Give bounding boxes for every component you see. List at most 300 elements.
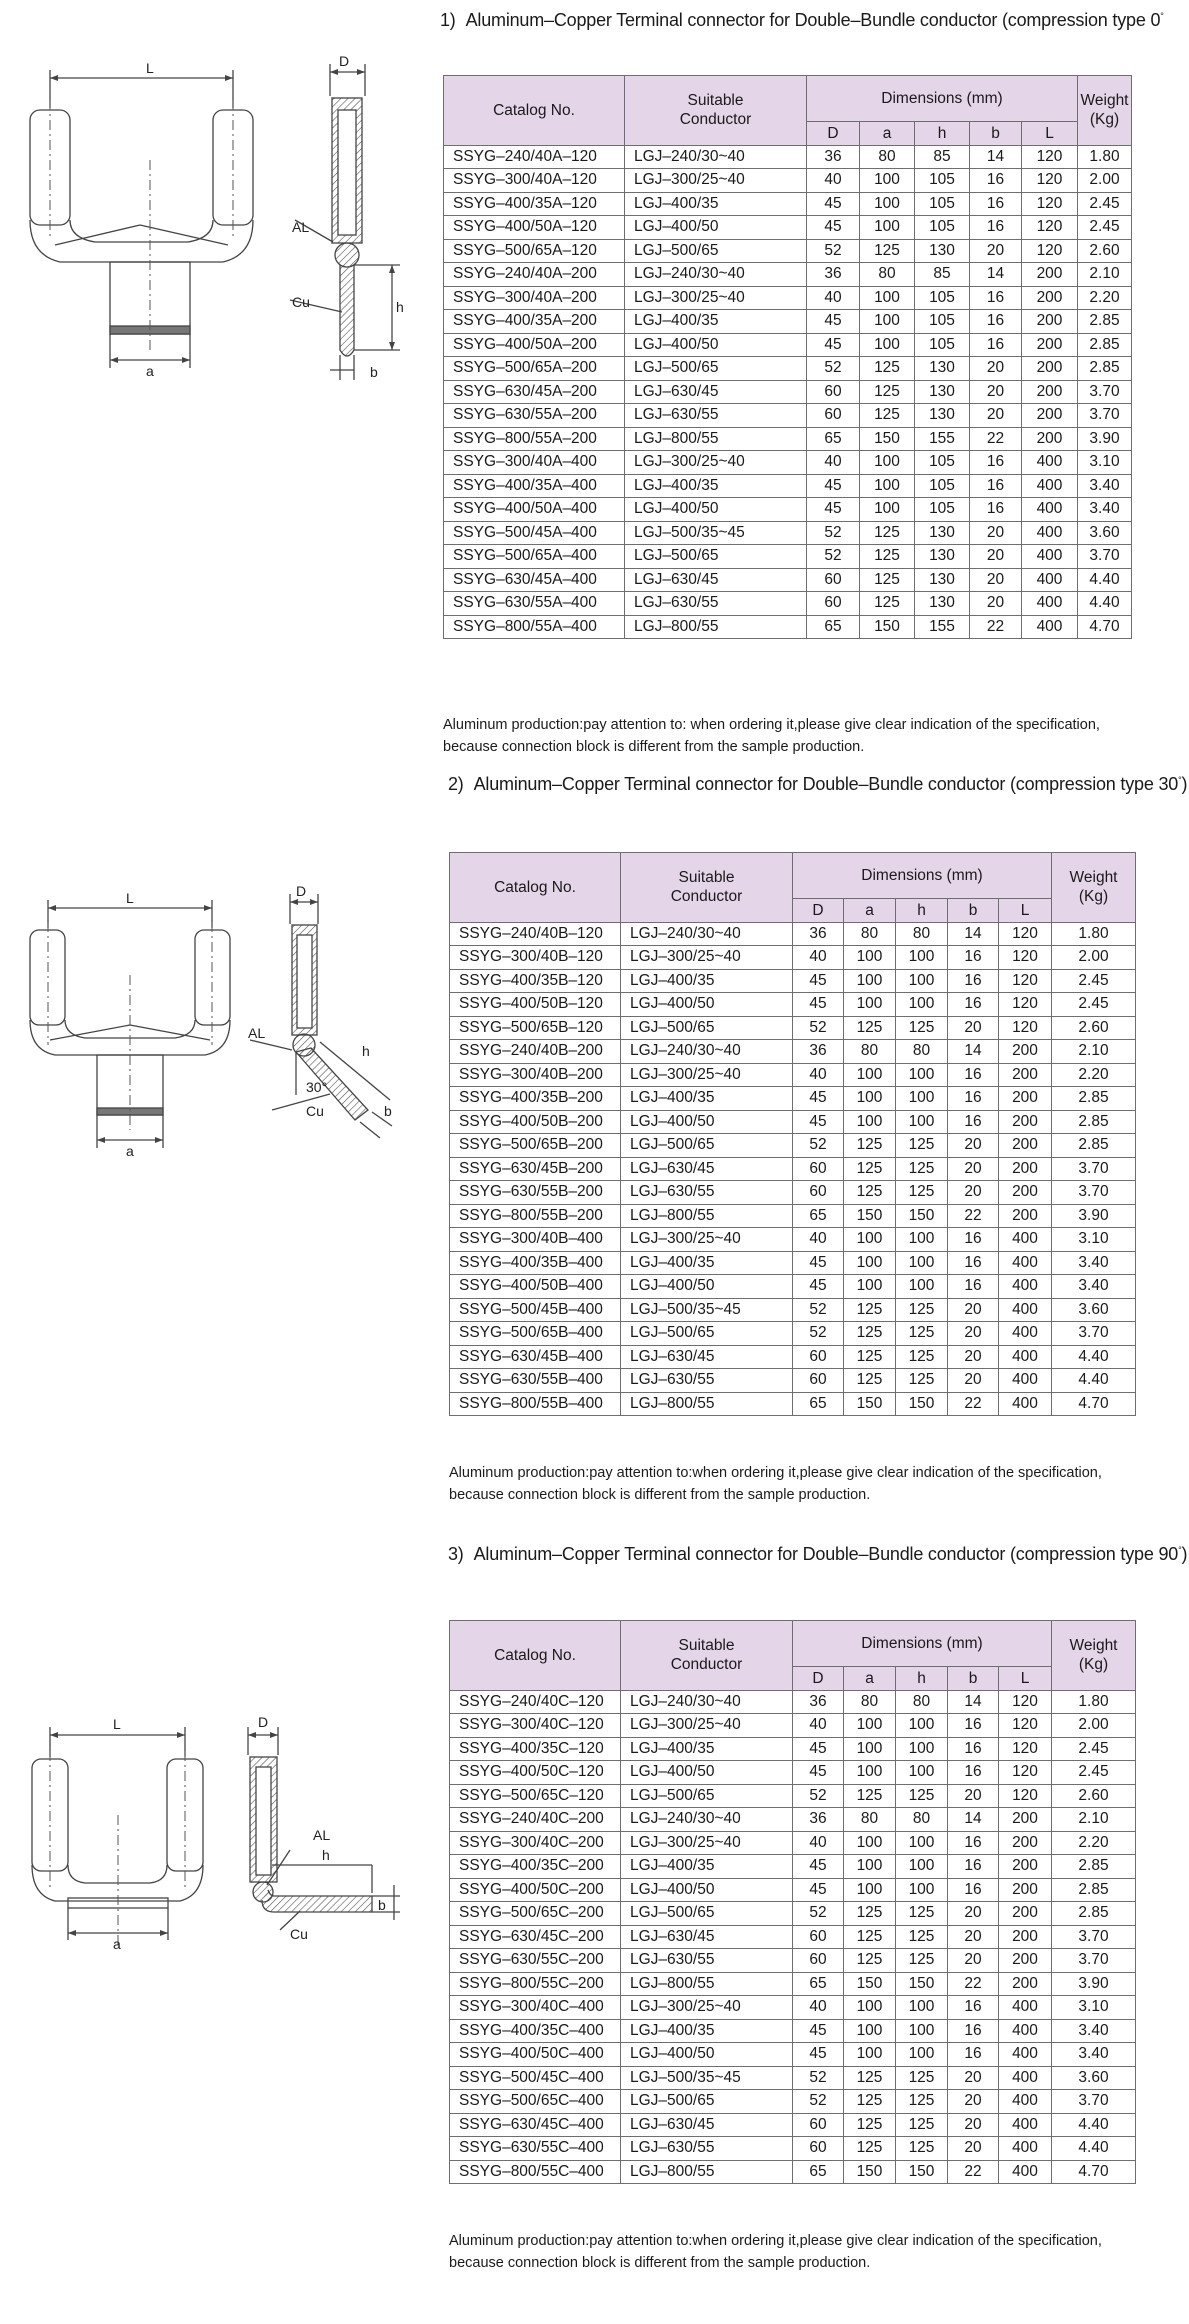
- conductor-cell: LGJ–500/65: [625, 239, 807, 263]
- dim-h-cell: 100: [896, 1996, 948, 2020]
- catalog-cell: SSYG–630/55C–400: [450, 2137, 621, 2161]
- dim-L-cell: 200: [1022, 427, 1078, 451]
- conductor-cell: LGJ–500/35~45: [621, 2066, 793, 2090]
- dim-L-cell: 120: [999, 922, 1052, 946]
- catalog-cell: SSYG–500/45B–400: [450, 1298, 621, 1322]
- dim-h-cell: 125: [896, 1949, 948, 1973]
- table-row: [450, 1228, 1136, 1252]
- dim-a-cell: 125: [844, 2066, 896, 2090]
- dim-b-cell: 16: [948, 2043, 999, 2067]
- dim-D-cell: 60: [793, 1949, 844, 1973]
- conductor-cell: LGJ–500/65: [621, 1902, 793, 1926]
- conductor-cell: LGJ–400/50: [621, 1275, 793, 1299]
- catalog-cell: SSYG–630/45C–200: [450, 1925, 621, 1949]
- dim-a-cell: 125: [860, 592, 915, 616]
- weight-cell: 3.70: [1052, 1949, 1136, 1973]
- conductor-cell: LGJ–630/45: [621, 1925, 793, 1949]
- table-row: [450, 1761, 1136, 1785]
- dim-b-cell: 16: [948, 1761, 999, 1785]
- header-weight: Weight (Kg): [1052, 1621, 1136, 1691]
- weight-cell: 4.40: [1078, 592, 1132, 616]
- dim-D-cell: 45: [793, 2043, 844, 2067]
- dim-a-cell: 100: [844, 1251, 896, 1275]
- catalog-cell: SSYG–500/65A–400: [444, 545, 625, 569]
- table-row: [444, 498, 1132, 522]
- dim-h-cell: 105: [915, 310, 970, 334]
- dim-b-cell: 22: [970, 615, 1022, 639]
- catalog-cell: SSYG–500/65C–120: [450, 1784, 621, 1808]
- section-2-title: 2) Aluminum–Copper Terminal connector for Double–Bundle conductor (compression type 30°): [448, 774, 1188, 794]
- dim-h-cell: 100: [896, 1228, 948, 1252]
- weight-cell: 3.70: [1052, 1925, 1136, 1949]
- catalog-cell: SSYG–500/65B–200: [450, 1134, 621, 1158]
- weight-cell: 3.10: [1052, 1996, 1136, 2020]
- dim-L-cell: 400: [999, 1369, 1052, 1393]
- dim-a-cell: 100: [860, 310, 915, 334]
- conductor-cell: LGJ–500/65: [621, 1784, 793, 1808]
- dim-a-cell: 100: [844, 1228, 896, 1252]
- weight-cell: 4.40: [1052, 2113, 1136, 2137]
- dimension-label-D: D: [258, 1715, 269, 1730]
- dim-D-cell: 60: [793, 1157, 844, 1181]
- weight-cell: 4.40: [1052, 1345, 1136, 1369]
- weight-cell: 2.20: [1052, 1063, 1136, 1087]
- dim-D-cell: 40: [793, 1996, 844, 2020]
- dim-a-cell: 100: [844, 1855, 896, 1879]
- conductor-cell: LGJ–500/35~45: [625, 521, 807, 545]
- dim-a-cell: 125: [844, 1369, 896, 1393]
- dimension-label-h: h: [322, 1847, 330, 1863]
- dim-L-cell: 120: [1022, 239, 1078, 263]
- table-row: [444, 474, 1132, 498]
- dim-L-cell: 200: [1022, 357, 1078, 381]
- header-dim-L: L: [999, 899, 1052, 923]
- weight-cell: 2.20: [1052, 1831, 1136, 1855]
- dim-b-cell: 16: [948, 2019, 999, 2043]
- section-1-title: 1) Aluminum–Copper Terminal connector for Double–Bundle conductor (compression type 0°: [440, 10, 1164, 30]
- dim-h-cell: 100: [896, 1737, 948, 1761]
- dim-b-cell: 20: [948, 1345, 999, 1369]
- dim-b-cell: 20: [948, 1016, 999, 1040]
- conductor-cell: LGJ–630/55: [625, 592, 807, 616]
- weight-cell: 1.80: [1052, 1690, 1136, 1714]
- catalog-cell: SSYG–630/45B–200: [450, 1157, 621, 1181]
- table-row: [444, 169, 1132, 193]
- conductor-cell: LGJ–400/35: [621, 1737, 793, 1761]
- conductor-cell: LGJ–400/50: [621, 2043, 793, 2067]
- table-row: [450, 1181, 1136, 1205]
- table-row: [450, 1298, 1136, 1322]
- weight-cell: 2.85: [1052, 1134, 1136, 1158]
- table-row: [450, 1157, 1136, 1181]
- dim-h-cell: 155: [915, 427, 970, 451]
- dim-b-cell: 16: [948, 1996, 999, 2020]
- table-row: [450, 1902, 1136, 1926]
- conductor-cell: LGJ–400/50: [625, 333, 807, 357]
- dim-D-cell: 40: [793, 1063, 844, 1087]
- table-row: [444, 404, 1132, 428]
- catalog-cell: SSYG–400/35A–200: [444, 310, 625, 334]
- dim-a-cell: 125: [860, 521, 915, 545]
- table-body: [450, 1690, 1136, 2184]
- header-weight: Weight (Kg): [1078, 76, 1132, 146]
- dim-h-cell: 100: [896, 969, 948, 993]
- weight-cell: 2.45: [1052, 969, 1136, 993]
- table-row: [450, 1878, 1136, 1902]
- catalog-cell: SSYG–500/65B–400: [450, 1322, 621, 1346]
- dim-h-cell: 150: [896, 1204, 948, 1228]
- connector-diagram-type-90: [0, 1715, 420, 1965]
- conductor-cell: LGJ–400/50: [621, 1878, 793, 1902]
- dim-L-cell: 400: [1022, 451, 1078, 475]
- header-dimensions: Dimensions (mm): [793, 1621, 1052, 1667]
- dim-a-cell: 100: [844, 1714, 896, 1738]
- catalog-cell: SSYG–300/40B–400: [450, 1228, 621, 1252]
- dim-h-cell: 105: [915, 286, 970, 310]
- catalog-cell: SSYG–400/35C–120: [450, 1737, 621, 1761]
- dim-L-cell: 400: [1022, 474, 1078, 498]
- dim-b-cell: 16: [948, 1251, 999, 1275]
- catalog-cell: SSYG–500/65A–120: [444, 239, 625, 263]
- catalog-cell: SSYG–500/65B–120: [450, 1016, 621, 1040]
- weight-cell: 2.60: [1078, 239, 1132, 263]
- dim-L-cell: 400: [1022, 592, 1078, 616]
- catalog-cell: SSYG–500/45A–400: [444, 521, 625, 545]
- dim-a-cell: 125: [844, 1157, 896, 1181]
- header-catalog: Catalog No.: [444, 76, 625, 146]
- conductor-cell: LGJ–630/55: [621, 1181, 793, 1205]
- weight-cell: 3.70: [1078, 404, 1132, 428]
- table-row: [450, 2090, 1136, 2114]
- dim-a-cell: 125: [860, 568, 915, 592]
- dim-L-cell: 400: [1022, 615, 1078, 639]
- dim-b-cell: 20: [948, 1949, 999, 1973]
- conductor-cell: LGJ–300/25~40: [621, 946, 793, 970]
- dim-L-cell: 200: [999, 1181, 1052, 1205]
- catalog-cell: SSYG–240/40B–120: [450, 922, 621, 946]
- table-row: [450, 1714, 1136, 1738]
- dim-D-cell: 40: [807, 169, 860, 193]
- conductor-cell: LGJ–300/25~40: [621, 1228, 793, 1252]
- dimension-label-h: h: [396, 299, 404, 315]
- table-row: [450, 1369, 1136, 1393]
- dim-a-cell: 150: [860, 615, 915, 639]
- table-row: [450, 1204, 1136, 1228]
- dim-L-cell: 200: [999, 1902, 1052, 1926]
- catalog-cell: SSYG–240/40C–120: [450, 1690, 621, 1714]
- table-row: [444, 568, 1132, 592]
- dim-D-cell: 52: [807, 545, 860, 569]
- dim-b-cell: 16: [948, 1110, 999, 1134]
- dim-D-cell: 52: [793, 1298, 844, 1322]
- dim-L-cell: 400: [999, 2137, 1052, 2161]
- table-row: [450, 969, 1136, 993]
- dim-h-cell: 125: [896, 1345, 948, 1369]
- dim-D-cell: 65: [793, 1392, 844, 1416]
- dimension-label-L: L: [126, 890, 134, 906]
- table-row: [450, 946, 1136, 970]
- catalog-cell: SSYG–300/40C–200: [450, 1831, 621, 1855]
- dim-L-cell: 400: [999, 2160, 1052, 2184]
- conductor-cell: LGJ–240/30~40: [625, 263, 807, 287]
- table-row: [450, 1322, 1136, 1346]
- dim-h-cell: 130: [915, 357, 970, 381]
- dim-b-cell: 16: [948, 993, 999, 1017]
- dim-L-cell: 400: [999, 1298, 1052, 1322]
- weight-cell: 3.70: [1052, 1322, 1136, 1346]
- catalog-cell: SSYG–400/50A–400: [444, 498, 625, 522]
- dim-D-cell: 60: [807, 404, 860, 428]
- dimension-label-h: h: [362, 1043, 370, 1059]
- material-label-al: AL: [292, 219, 310, 235]
- dimension-label-D: D: [296, 883, 307, 899]
- dim-b-cell: 20: [948, 2113, 999, 2137]
- dim-h-cell: 125: [896, 2113, 948, 2137]
- dim-a-cell: 100: [844, 1761, 896, 1785]
- dim-D-cell: 45: [793, 1761, 844, 1785]
- dimension-label-L: L: [113, 1716, 121, 1732]
- dim-L-cell: 400: [1022, 545, 1078, 569]
- catalog-cell: SSYG–240/40C–200: [450, 1808, 621, 1832]
- dim-D-cell: 45: [793, 1275, 844, 1299]
- connector-diagram-type-0: [0, 50, 420, 390]
- dim-h-cell: 130: [915, 521, 970, 545]
- table-row: [450, 1831, 1136, 1855]
- dim-h-cell: 125: [896, 1157, 948, 1181]
- header-weight: Weight (Kg): [1052, 853, 1136, 923]
- conductor-cell: LGJ–630/55: [621, 1949, 793, 1973]
- table-row: [450, 1949, 1136, 1973]
- dim-L-cell: 200: [999, 1063, 1052, 1087]
- catalog-cell: SSYG–300/40C–400: [450, 1996, 621, 2020]
- dim-h-cell: 130: [915, 592, 970, 616]
- catalog-cell: SSYG–630/45C–400: [450, 2113, 621, 2137]
- dim-a-cell: 125: [860, 239, 915, 263]
- table-row: [444, 592, 1132, 616]
- dim-D-cell: 45: [793, 993, 844, 1017]
- catalog-cell: SSYG–630/45A–400: [444, 568, 625, 592]
- conductor-cell: LGJ–300/25~40: [625, 169, 807, 193]
- dim-L-cell: 400: [999, 2019, 1052, 2043]
- table-row: [450, 1996, 1136, 2020]
- dim-a-cell: 100: [860, 169, 915, 193]
- dim-h-cell: 125: [896, 1298, 948, 1322]
- weight-cell: 3.10: [1052, 1228, 1136, 1252]
- conductor-cell: LGJ–500/65: [621, 1322, 793, 1346]
- weight-cell: 4.70: [1052, 2160, 1136, 2184]
- dim-D-cell: 45: [793, 1087, 844, 1111]
- dim-L-cell: 200: [1022, 333, 1078, 357]
- table-row: [450, 1808, 1136, 1832]
- dim-a-cell: 125: [844, 1784, 896, 1808]
- weight-cell: 2.45: [1052, 1737, 1136, 1761]
- weight-cell: 3.10: [1078, 451, 1132, 475]
- conductor-cell: LGJ–400/35: [621, 1855, 793, 1879]
- dim-a-cell: 80: [844, 1040, 896, 1064]
- catalog-cell: SSYG–400/35A–120: [444, 192, 625, 216]
- dim-L-cell: 200: [999, 1110, 1052, 1134]
- header-dim-D: D: [807, 122, 860, 146]
- dim-b-cell: 16: [948, 1275, 999, 1299]
- weight-cell: 2.10: [1052, 1040, 1136, 1064]
- conductor-cell: LGJ–300/25~40: [621, 1831, 793, 1855]
- dim-L-cell: 400: [999, 1392, 1052, 1416]
- table-row: [450, 993, 1136, 1017]
- dim-D-cell: 52: [793, 2090, 844, 2114]
- dim-h-cell: 130: [915, 404, 970, 428]
- dim-D-cell: 52: [793, 1902, 844, 1926]
- table-row: [444, 310, 1132, 334]
- dim-h-cell: 100: [896, 1878, 948, 1902]
- dim-D-cell: 65: [793, 2160, 844, 2184]
- header-catalog: Catalog No.: [450, 1621, 621, 1691]
- dim-D-cell: 65: [807, 427, 860, 451]
- conductor-cell: LGJ–630/55: [625, 404, 807, 428]
- weight-cell: 3.40: [1052, 2019, 1136, 2043]
- dim-L-cell: 200: [1022, 263, 1078, 287]
- dim-L-cell: 200: [999, 1972, 1052, 1996]
- dim-h-cell: 100: [896, 1761, 948, 1785]
- dim-a-cell: 150: [844, 1204, 896, 1228]
- table-row: [450, 1972, 1136, 1996]
- dim-b-cell: 16: [970, 192, 1022, 216]
- header-dim-h: h: [896, 1667, 948, 1691]
- weight-cell: 3.60: [1078, 521, 1132, 545]
- header-dim-D: D: [793, 899, 844, 923]
- catalog-cell: SSYG–630/55B–200: [450, 1181, 621, 1205]
- dim-b-cell: 16: [948, 1714, 999, 1738]
- dim-D-cell: 52: [793, 1322, 844, 1346]
- catalog-cell: SSYG–630/55A–200: [444, 404, 625, 428]
- header-dim-h: h: [896, 899, 948, 923]
- dim-a-cell: 100: [844, 1063, 896, 1087]
- conductor-cell: LGJ–630/55: [621, 2137, 793, 2161]
- table-row: [450, 2043, 1136, 2067]
- catalog-cell: SSYG–400/50C–120: [450, 1761, 621, 1785]
- catalog-cell: SSYG–400/35C–400: [450, 2019, 621, 2043]
- dim-L-cell: 400: [999, 2066, 1052, 2090]
- table-row: [450, 1087, 1136, 1111]
- dim-h-cell: 100: [896, 1275, 948, 1299]
- dim-D-cell: 45: [807, 310, 860, 334]
- dim-L-cell: 120: [999, 969, 1052, 993]
- dim-h-cell: 125: [896, 1369, 948, 1393]
- dimension-label-a: a: [126, 1143, 134, 1159]
- dim-D-cell: 36: [807, 145, 860, 169]
- header-dim-a: a: [844, 899, 896, 923]
- weight-cell: 3.70: [1052, 1181, 1136, 1205]
- table-row: [444, 239, 1132, 263]
- conductor-cell: LGJ–400/50: [621, 993, 793, 1017]
- dim-a-cell: 125: [844, 2113, 896, 2137]
- weight-cell: 2.20: [1078, 286, 1132, 310]
- dim-b-cell: 16: [970, 169, 1022, 193]
- material-label-al: AL: [313, 1827, 331, 1843]
- dim-b-cell: 22: [948, 1972, 999, 1996]
- dim-D-cell: 52: [793, 2066, 844, 2090]
- table-row: [444, 427, 1132, 451]
- dim-D-cell: 60: [807, 592, 860, 616]
- dim-a-cell: 100: [860, 474, 915, 498]
- dimension-label-b: b: [378, 1897, 386, 1913]
- weight-cell: 2.10: [1052, 1808, 1136, 1832]
- dim-b-cell: 16: [970, 333, 1022, 357]
- dim-h-cell: 105: [915, 216, 970, 240]
- table-row: [450, 1016, 1136, 1040]
- dim-D-cell: 40: [793, 1831, 844, 1855]
- dim-L-cell: 120: [999, 993, 1052, 1017]
- dim-D-cell: 45: [807, 216, 860, 240]
- dim-b-cell: 20: [970, 357, 1022, 381]
- spec-table-type-90: [449, 1620, 1136, 2184]
- conductor-cell: LGJ–400/35: [621, 2019, 793, 2043]
- conductor-cell: LGJ–400/50: [625, 498, 807, 522]
- dim-h-cell: 100: [896, 2043, 948, 2067]
- conductor-cell: LGJ–500/65: [621, 1134, 793, 1158]
- dim-h-cell: 105: [915, 169, 970, 193]
- dim-a-cell: 125: [860, 380, 915, 404]
- dim-a-cell: 100: [860, 451, 915, 475]
- dim-D-cell: 60: [793, 1181, 844, 1205]
- header-dim-L: L: [1022, 122, 1078, 146]
- catalog-cell: SSYG–630/45B–400: [450, 1345, 621, 1369]
- dim-D-cell: 45: [793, 1737, 844, 1761]
- catalog-cell: SSYG–800/55C–400: [450, 2160, 621, 2184]
- dim-a-cell: 100: [844, 1110, 896, 1134]
- dim-h-cell: 100: [896, 946, 948, 970]
- dim-h-cell: 125: [896, 2090, 948, 2114]
- dim-L-cell: 200: [1022, 310, 1078, 334]
- dim-h-cell: 130: [915, 568, 970, 592]
- dim-a-cell: 100: [844, 1737, 896, 1761]
- dim-D-cell: 36: [807, 263, 860, 287]
- dim-L-cell: 400: [1022, 498, 1078, 522]
- dim-L-cell: 120: [999, 1761, 1052, 1785]
- dim-a-cell: 80: [844, 922, 896, 946]
- dim-h-cell: 125: [896, 1322, 948, 1346]
- dim-L-cell: 400: [999, 2090, 1052, 2114]
- dim-D-cell: 52: [793, 1016, 844, 1040]
- dim-b-cell: 16: [970, 286, 1022, 310]
- dim-D-cell: 52: [807, 357, 860, 381]
- conductor-cell: LGJ–630/45: [621, 1345, 793, 1369]
- weight-cell: 2.45: [1052, 1761, 1136, 1785]
- dim-D-cell: 60: [793, 1345, 844, 1369]
- dim-a-cell: 100: [860, 286, 915, 310]
- dim-D-cell: 60: [793, 2113, 844, 2137]
- header-conductor: Suitable Conductor: [621, 853, 793, 923]
- table-row: [444, 615, 1132, 639]
- header-dim-a: a: [860, 122, 915, 146]
- weight-cell: 3.60: [1052, 1298, 1136, 1322]
- table-row: [450, 1784, 1136, 1808]
- dim-L-cell: 200: [999, 1925, 1052, 1949]
- dim-h-cell: 105: [915, 451, 970, 475]
- dim-a-cell: 100: [844, 2019, 896, 2043]
- dim-a-cell: 100: [860, 498, 915, 522]
- catalog-cell: SSYG–400/35B–200: [450, 1087, 621, 1111]
- dim-b-cell: 16: [948, 1063, 999, 1087]
- dim-D-cell: 45: [793, 1878, 844, 1902]
- dim-D-cell: 36: [793, 1808, 844, 1832]
- dim-b-cell: 16: [970, 498, 1022, 522]
- weight-cell: 4.40: [1052, 1369, 1136, 1393]
- conductor-cell: LGJ–800/55: [625, 615, 807, 639]
- dim-h-cell: 100: [896, 1063, 948, 1087]
- table-row: [444, 380, 1132, 404]
- dim-L-cell: 400: [999, 1996, 1052, 2020]
- dim-L-cell: 200: [1022, 380, 1078, 404]
